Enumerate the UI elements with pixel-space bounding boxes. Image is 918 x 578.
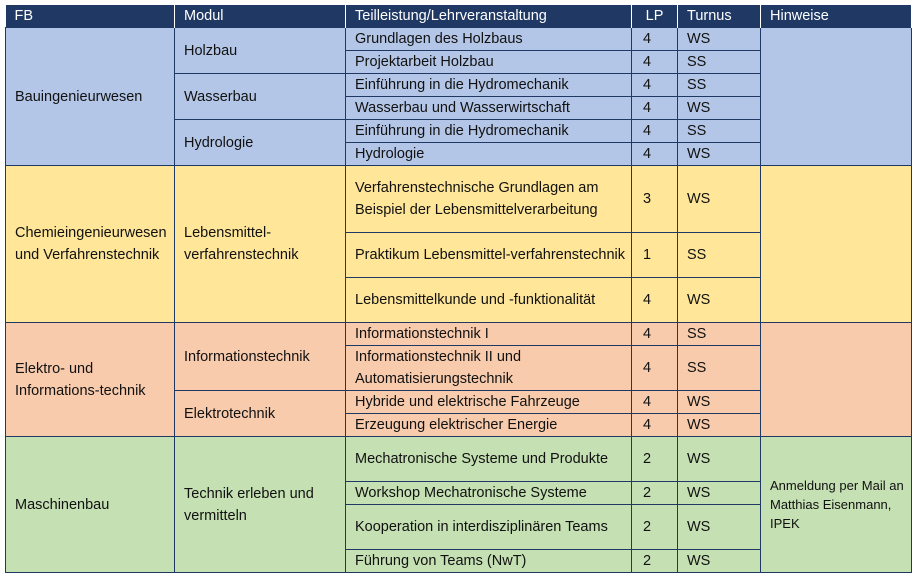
- hinweis-cell: Anmeldung per Mail an Matthias Eisenmann, IPEK: [761, 437, 912, 573]
- turnus-cell: SS: [678, 74, 761, 97]
- lp-cell: 4: [632, 323, 678, 346]
- course-title: Einführung in die Hydromechanik: [346, 74, 632, 97]
- course-title: Praktikum Lebensmittel-verfahrenstechnik: [346, 233, 632, 278]
- lp-cell: 2: [632, 482, 678, 505]
- hinweis-cell: [761, 28, 912, 166]
- course-title: Informationstechnik II und Automatisierungstechnik: [346, 346, 632, 391]
- lp-cell: 4: [632, 143, 678, 166]
- hinweis-cell: [761, 323, 912, 437]
- turnus-cell: WS: [678, 550, 761, 573]
- table-row: [6, 323, 912, 346]
- course-title: Einführung in die Hydromechanik: [346, 120, 632, 143]
- modul-cell: Wasserbau: [175, 74, 346, 120]
- lp-cell: 4: [632, 74, 678, 97]
- course-title: Projektarbeit Holzbau: [346, 51, 632, 74]
- turnus-cell: WS: [678, 437, 761, 482]
- lp-cell: 4: [632, 391, 678, 414]
- lp-cell: 2: [632, 550, 678, 573]
- table-row: [6, 437, 912, 482]
- course-table: [5, 5, 912, 573]
- modul-cell: Elektrotechnik: [175, 391, 346, 437]
- course-title: Verfahrenstechnische Grundlagen am Beispiel der Lebensmittelverarbeitung: [346, 166, 632, 233]
- turnus-cell: WS: [678, 414, 761, 437]
- course-title: Wasserbau und Wasserwirtschaft: [346, 97, 632, 120]
- course-title: Mechatronische Systeme und Produkte: [346, 437, 632, 482]
- turnus-cell: WS: [678, 505, 761, 550]
- lp-cell: 4: [632, 346, 678, 391]
- modul-cell: Holzbau: [175, 28, 346, 74]
- course-title: Führung von Teams (NwT): [346, 550, 632, 573]
- turnus-cell: WS: [678, 278, 761, 323]
- fb-cell: Maschinenbau: [6, 437, 175, 573]
- fb-cell: Bauingenieurwesen: [6, 28, 175, 166]
- course-title: Informationstechnik I: [346, 323, 632, 346]
- header-row: [6, 5, 912, 28]
- table-row: [6, 166, 912, 233]
- course-title: Grundlagen des Holzbaus: [346, 28, 632, 51]
- turnus-cell: WS: [678, 143, 761, 166]
- header-turnus: Turnus: [678, 5, 761, 28]
- modul-cell: Lebensmittel-verfahrenstechnik: [175, 166, 346, 323]
- modul-cell: Hydrologie: [175, 120, 346, 166]
- turnus-cell: WS: [678, 166, 761, 233]
- turnus-cell: WS: [678, 391, 761, 414]
- turnus-cell: WS: [678, 482, 761, 505]
- lp-cell: 2: [632, 437, 678, 482]
- turnus-cell: SS: [678, 51, 761, 74]
- header-modul: Modul: [175, 5, 346, 28]
- modul-cell: Technik erleben und vermitteln: [175, 437, 346, 573]
- fb-cell: Elektro- und Informations-technik: [6, 323, 175, 437]
- course-title: Workshop Mechatronische Systeme: [346, 482, 632, 505]
- lp-cell: 4: [632, 51, 678, 74]
- lp-cell: 4: [632, 120, 678, 143]
- lp-cell: 4: [632, 414, 678, 437]
- lp-cell: 1: [632, 233, 678, 278]
- course-title: Lebensmittelkunde und -funktionalität: [346, 278, 632, 323]
- hinweis-cell: [761, 166, 912, 323]
- course-title: Hydrologie: [346, 143, 632, 166]
- course-title: Erzeugung elektrischer Energie: [346, 414, 632, 437]
- lp-cell: 4: [632, 278, 678, 323]
- course-title: Kooperation in interdisziplinären Teams: [346, 505, 632, 550]
- header-fb: FB: [6, 5, 175, 28]
- turnus-cell: WS: [678, 28, 761, 51]
- turnus-cell: SS: [678, 120, 761, 143]
- lp-cell: 4: [632, 97, 678, 120]
- fb-cell: Chemieingenieurwesen und Verfahrenstechnik: [6, 166, 175, 323]
- lp-cell: 2: [632, 505, 678, 550]
- turnus-cell: SS: [678, 233, 761, 278]
- header-teilleistung: Teilleistung/Lehrveranstaltung: [346, 5, 632, 28]
- turnus-cell: SS: [678, 346, 761, 391]
- turnus-cell: WS: [678, 97, 761, 120]
- course-title: Hybride und elektrische Fahrzeuge: [346, 391, 632, 414]
- turnus-cell: SS: [678, 323, 761, 346]
- header-lp: LP: [632, 5, 678, 28]
- header-hinweise: Hinweise: [761, 5, 912, 28]
- table-row: [6, 28, 912, 51]
- lp-cell: 3: [632, 166, 678, 233]
- modul-cell: Informationstechnik: [175, 323, 346, 391]
- lp-cell: 4: [632, 28, 678, 51]
